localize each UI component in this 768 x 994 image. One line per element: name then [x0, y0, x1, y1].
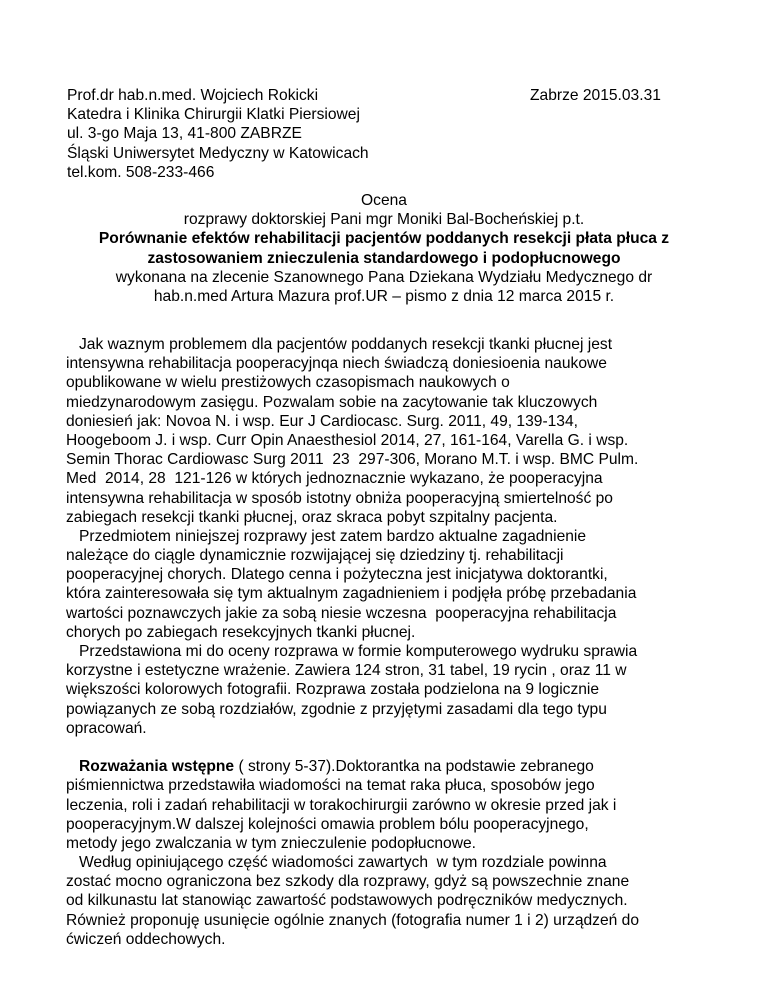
text-line: opublikowane w wielu prestiżowych czasopismach naukowych o — [66, 374, 510, 392]
text-line: metody jego zwalczania w tym znieczulenie podopłucnowe. — [66, 834, 476, 852]
sender-university: Śląski Uniwersytet Medyczny w Katowicach — [67, 144, 369, 162]
text-line: Przedmiotem niniejszej rozprawy jest zatem bardzo aktualne zagadnienie — [66, 527, 587, 545]
text-line: Hoogeboom J. i wsp. Curr Opin Anaesthesiol 2014, 27, 161-164, Varella G. i wsp. — [66, 431, 629, 449]
paragraph-gap — [66, 738, 716, 757]
text-line: od kilkunastu lat stanowiąc zawartość podstawowych podręczników medycznych. — [66, 892, 628, 910]
text-line: Med 2014, 28 121-126 w których jednoznacznie wykazano, że pooperacyjna — [66, 470, 603, 488]
title-heading: Ocena — [361, 192, 407, 209]
text-line: Według opiniującego część wiadomości zawartych w tym rozdziale powinna — [66, 854, 607, 872]
text-line: miedzynarodowym zasięgu. Pozwalam sobie na zacytowanie tak kluczowych — [66, 393, 598, 411]
sender-street: ul. 3-go Maja 13, 41-800 ZABRZE — [67, 125, 302, 143]
sender-department: Katedra i Klinika Chirurgii Klatki Piersiowej — [67, 106, 360, 124]
text-line: pooperacyjnym.W dalszej kolejności omawia problem bólu pooperacyjnego, — [66, 815, 589, 833]
review-body — [66, 335, 716, 949]
commission-line-1: wykonana na zlecenie Szanownego Pana Dziekana Wydziału Medycznego dr — [115, 268, 653, 286]
text-line: która zainteresowała się tym aktualnym zagadnieniem i podjęła próbę przebadania — [66, 585, 637, 603]
section-heading-inline: Rozważania wstępne — [79, 758, 235, 776]
sender-phone: tel.kom. 508-233-466 — [67, 163, 215, 181]
text-line: Również proponuję usunięcie ogólnie znanych (fotografia numer 1 i 2) urządzeń do — [66, 911, 639, 929]
text-line: Przedstawiona mi do oceny rozprawa w formie komputerowego wydruku sprawia — [66, 643, 638, 660]
paragraph-1 — [66, 335, 716, 527]
sender-name: Prof.dr hab.n.med. Wojciech Rokicki — [67, 87, 319, 104]
title-subject: rozprawy doktorskiej Pani mgr Moniki Bal-Bocheńskiej p.t. — [183, 211, 585, 229]
text-line: piśmiennictwa przedstawiła wiadomości na temat raka płuca, sposobów jego — [66, 777, 595, 795]
review-title-block — [40, 191, 728, 306]
text-run: ( strony 5-37).Doktorantka na podstawie zebranego — [234, 758, 594, 776]
paragraph-5 — [66, 853, 716, 949]
paragraph-3 — [66, 642, 716, 738]
text-line: korzystne i estetyczne wrażenie. Zawiera 124 stron, 31 tabel, 19 rycin , oraz 11 w — [66, 662, 627, 680]
sender-address-block — [67, 86, 369, 182]
text-line: chorych po zabiegach resekcyjnych tkanki płucnej. — [66, 623, 416, 641]
text-line: ćwiczeń oddechowych. — [66, 930, 226, 948]
text-line: intensywna rehabilitacja pooperacyjnqa niech świadczą doniesioenia naukowe — [66, 355, 607, 373]
text-line: intensywna rehabilitacja w sposób istotny obniża pooperacyjną smiertelność po — [66, 489, 613, 507]
paragraph-2 — [66, 527, 716, 642]
text-line: opracowań. — [66, 719, 147, 737]
paragraph-4 — [66, 757, 716, 853]
text-line: zabiegach resekcji tkanki płucnej, oraz skraca pobyt szpitalny pacjenta. — [66, 508, 558, 526]
text-line: powiązanych ze sobą rozdziałów, zgodnie z przyjętymi zasadami dla tego typu — [66, 700, 607, 718]
dissertation-title-line-1: Porównanie efektów rehabilitacji pacjentów poddanych resekcji płata płuca z — [98, 230, 670, 248]
text-line: wartości poznawczych jakie za sobą niesie wczesna pooperacyjna rehabilitacja — [66, 604, 617, 622]
text-line: Jak waznym problemem dla pacjentów poddanych resekcji tkanki płucnej jest — [66, 336, 613, 353]
text-line: należące do ciągle dynamicznie rozwijającej się dziedziny tj. rehabilitacji — [66, 547, 564, 565]
text-line: zostać mocno ograniczona bez szkody dla rozprawy, gdyż są powszechnie znane — [66, 873, 630, 891]
text-line: większości kolorowych fotografii. Rozprawa została podzielona na 9 logicznie — [66, 681, 600, 699]
commission-line-2: hab.n.med Artura Mazura prof.UR – pismo z dnia 12 marca 2015 r. — [153, 287, 615, 305]
text-line: Semin Thorac Cardiowasc Surg 2011 23 297-306, Morano M.T. i wsp. BMC Pulm. — [66, 451, 639, 469]
letter-date: Zabrze 2015.03.31 — [530, 87, 661, 104]
text-line: leczenia, roli i zadań rehabilitacji w torakochirurgii zarówno w okresie przed jak i — [66, 796, 617, 814]
dissertation-title-line-2: zastosowaniem znieczulenia standardowego i podopłucnowego — [147, 249, 621, 267]
text-line: pooperacyjnej chorych. Dlatego cenna i pożyteczna jest inicjatywa doktorantki, — [66, 566, 608, 584]
text-line: doniesień jak: Novoa N. i wsp. Eur J Cardiocasc. Surg. 2011, 49, 139-134, — [66, 412, 578, 430]
text-line — [66, 757, 716, 776]
